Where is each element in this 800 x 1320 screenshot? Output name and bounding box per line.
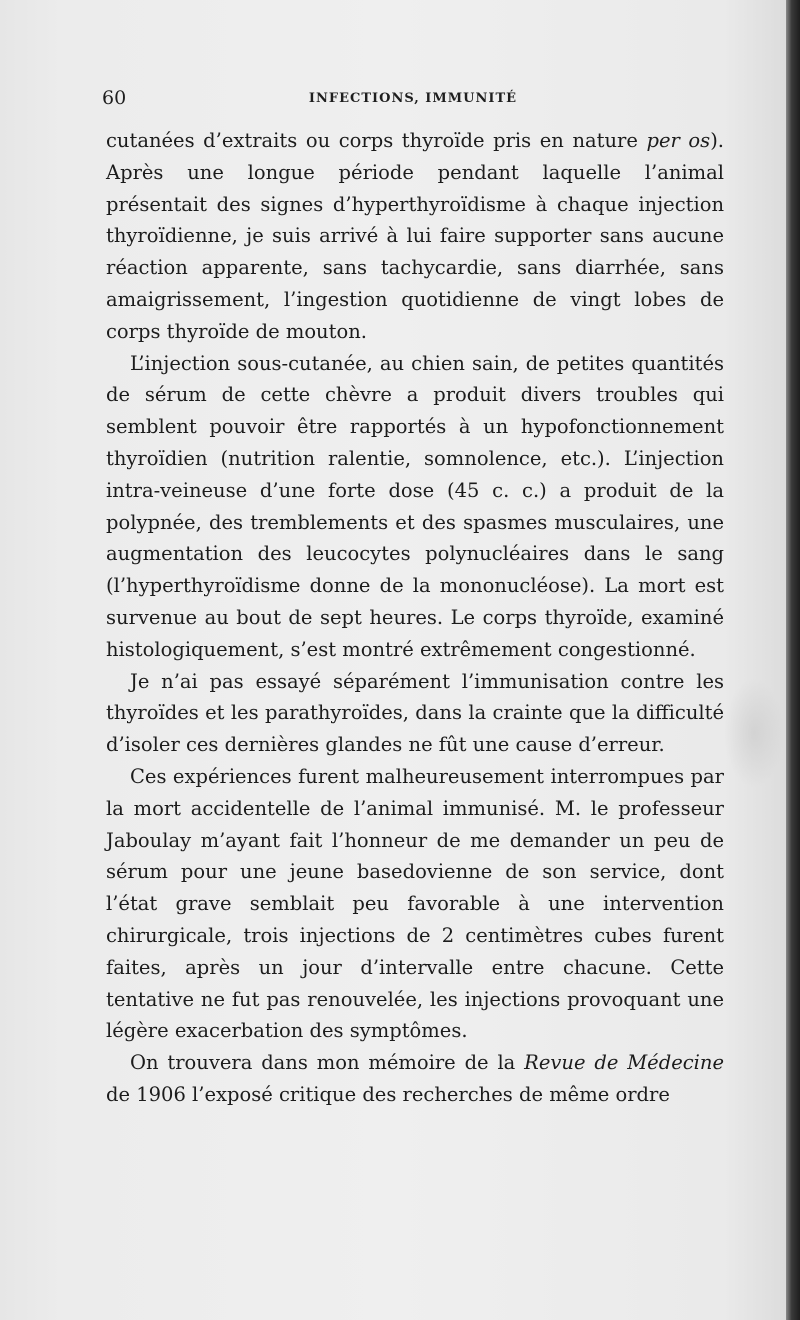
paragraph-5 (106, 1047, 724, 1111)
paragraph-1-text-1: cutanées d’extraits ou corps thyroïde pris en nature (106, 129, 647, 152)
paragraph-4 (106, 761, 724, 1047)
paragraph-1 (106, 125, 724, 348)
body-text (106, 125, 724, 1111)
paragraph-2-text: L’injection sous-cutanée, au chien sain, de petites quantités de sérum de cette chèvre a produit divers troubles qui semblent pouvoir être rapportés à un hypofonctionnement thyroïdien (nutrition ralentie, somnolence, etc.). L’injection intra-veineuse d’une forte dose (45 c. c.) a produit de la polypnée, des tremblements et des spasmes musculaires, une augmentation des leucocytes polynucléaires dans le sang (l’hyperthyroïdisme donne de la mononucléose). La mort est survenue au bout de sept heures. Le corps thyroïde, examiné histologiquement, s’est montré extrêmement congestionné. (106, 351, 724, 661)
paragraph-2 (106, 348, 724, 666)
italic-per-os: per os (646, 129, 711, 152)
paragraph-5-text-2: de 1906 l’exposé critique des recherches de même ordre (106, 1082, 670, 1106)
running-title: INFECTIONS, IMMUNITÉ (308, 91, 518, 106)
italic-journal-title: Revue de Médecine (524, 1051, 724, 1075)
paragraph-5-text-1: On trouvera dans mon mémoire de la (130, 1051, 525, 1075)
paragraph-1-text-2: ). Après une longue période pendant laquelle l’animal présentait des signes d’hyperthyroïdisme à chaque injection thyroïdienne, je suis arrivé à lui faire supporter sans aucune réaction apparente, sans tachycardie, sans diarrhée, sans amaigrissement, l’ingestion quotidienne de vingt lobes de corps thyroïde de mouton. (106, 129, 724, 343)
paragraph-4-text: Ces expériences furent malheureusement interrompues par la mort accidentelle de l’animal immunisé. M. le professeur Jaboulay m’ayant fait l’honneur de me demander un peu de sérum pour une jeune basedovienne de son service, dont l’état grave semblait peu favorable à une intervention chirurgicale, trois injections de 2 centimètres cubes furent faites, après un jour d’intervalle entre chacune. Cette tentative ne fut pas renouvelée, les injections provoquant une légère exacerbation des symptômes. (106, 764, 724, 1043)
paper-show-through (724, 678, 784, 788)
running-head (102, 86, 724, 110)
page-number: 60 (102, 87, 127, 109)
page-edge-shadow (786, 0, 800, 1320)
paragraph-3-text: Je n’ai pas essayé séparément l’immunisation contre les thyroïdes et les parathyroïdes, dans la crainte que la difficulté d’isoler ces dernières glandes ne fût une cause d’erreur. (106, 669, 724, 757)
paragraph-3 (106, 666, 724, 761)
